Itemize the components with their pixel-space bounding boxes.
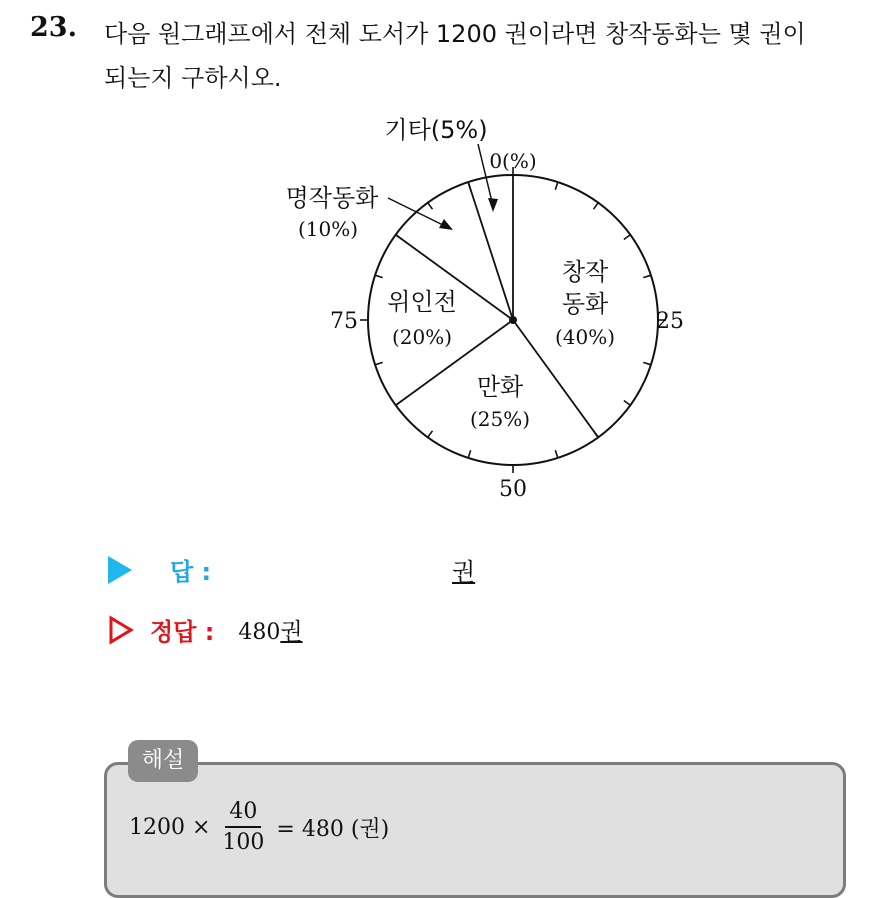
- tick-35: [624, 401, 630, 406]
- slice-label-creative-line1: 창작: [561, 258, 609, 286]
- question-number: 23.: [30, 12, 77, 43]
- correct-answer-row: [108, 612, 303, 647]
- tick-45: [555, 450, 557, 458]
- pie-chart: [250, 110, 684, 510]
- question-text-line-1: 다음 원그래프에서 전체 도서가 1200 권이라면 창작동화는 몇 권이: [104, 20, 806, 48]
- slice-label-creative-line2: 동화: [561, 290, 609, 318]
- tick-5: [555, 182, 557, 190]
- fraction-numerator: 40: [225, 799, 261, 828]
- explanation-formula: [129, 799, 389, 855]
- play-outline-icon: [108, 615, 134, 645]
- tick-90: [428, 203, 433, 209]
- correct-answer-label: 정답 :: [150, 618, 215, 646]
- slice-percent-creative: (40%): [554, 325, 616, 349]
- answer-row: [108, 552, 211, 587]
- tick-60: [428, 431, 433, 437]
- question-text-line-2: 되는지 구하시오.: [104, 64, 282, 92]
- tick-label-25: 25: [656, 309, 684, 334]
- tick-15: [624, 235, 630, 240]
- tick-label-75: 75: [330, 309, 358, 334]
- correct-answer-value: 480권: [238, 619, 303, 645]
- arrow-classic-head: [439, 219, 453, 230]
- tick-label-0: 0(%): [489, 149, 537, 173]
- explanation-tag: 해설: [128, 740, 198, 782]
- answer-blank-unit: 권: [452, 558, 476, 586]
- arrow-classic: [388, 198, 447, 227]
- slice-label-comic: 만화: [476, 373, 524, 401]
- tick-30: [643, 362, 651, 364]
- label-other: 기타(5%): [384, 116, 488, 144]
- slice-percent-biography: (20%): [391, 325, 453, 349]
- answer-label: 답 :: [170, 558, 212, 586]
- pie-center: [509, 316, 517, 324]
- tick-80: [375, 275, 383, 277]
- tick-10: [594, 203, 599, 209]
- formula-lhs: 1200 ×: [129, 814, 211, 840]
- label-classic-percent: (10%): [297, 217, 359, 241]
- label-classic-name: 명작동화: [285, 184, 379, 212]
- explanation-box: [104, 762, 846, 898]
- formula-fraction: [218, 799, 268, 855]
- slice-percent-comic: (25%): [469, 407, 531, 431]
- tick-20: [643, 275, 651, 277]
- fraction-denominator: 100: [222, 830, 265, 855]
- arrow-other-head: [488, 198, 498, 212]
- formula-rhs: = 480 (권): [276, 816, 390, 842]
- play-triangle-icon: [108, 556, 132, 584]
- tick-70: [375, 362, 383, 364]
- slice-label-biography: 위인전: [387, 288, 457, 316]
- tick-label-50: 50: [499, 477, 527, 502]
- tick-55: [468, 450, 470, 458]
- question-text: [104, 12, 874, 100]
- correct-answer-unit: 권: [280, 619, 303, 645]
